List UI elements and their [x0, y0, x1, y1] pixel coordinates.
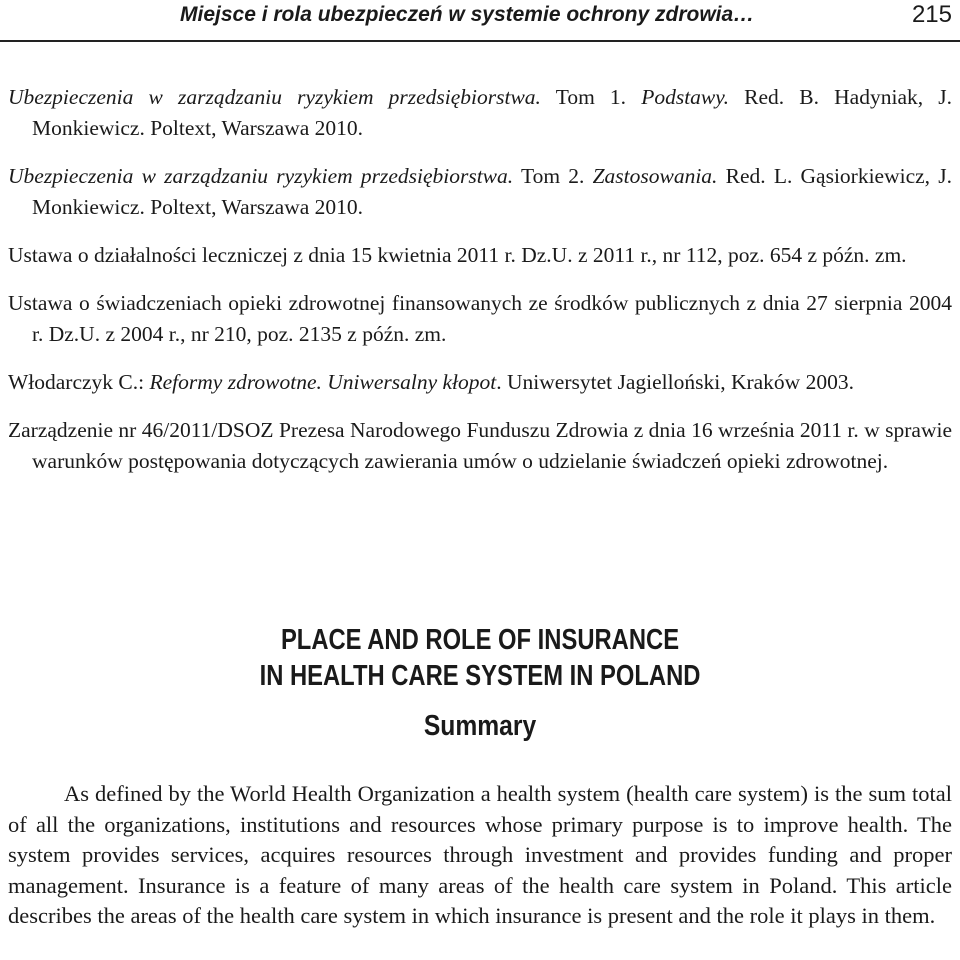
bibliography-entry-text: Ustawa o działalności leczniczej z dnia 15 kwietnia 2011 r. Dz.U. z 2011 r., nr 112, poz. 654 z późn. zm.: [8, 243, 907, 267]
bibliography-entry-text: Zarządzenie nr 46/2011/DSOZ Prezesa Narodowego Funduszu Zdrowia z dnia 16 września 2011 r. w sprawie warunków postępowania dotyczących zawierania umów o udzielanie świadczeń opieki zdrowotnej.: [8, 418, 952, 473]
bibliography-entry-italic-text: Zastosowania.: [592, 164, 718, 188]
bibliography-entry-italic-text: Ubezpieczenia w zarządzaniu ryzykiem przedsiębiorstwa.: [8, 164, 514, 188]
bibliography-list: [8, 82, 952, 494]
bibliography-entry-text: Ustawa o świadczeniach opieki zdrowotnej finansowanych ze środków publicznych z dnia 27 sierpnia 2004 r. Dz.U. z 2004 r., nr 210, poz. 2135 z późn. zm.: [8, 291, 952, 346]
english-title-line-1: PLACE AND ROLE OF INSURANCE: [280, 624, 680, 656]
bibliography-entry: [8, 415, 952, 477]
bibliography-entry: [8, 288, 952, 350]
page-number: 215: [911, 1, 952, 28]
bibliography-entry: [8, 82, 952, 144]
english-title-line-2: IN HEALTH CARE SYSTEM IN POLAND: [259, 660, 701, 692]
bibliography-entry-text: Włodarczyk C.:: [8, 370, 150, 394]
summary-heading: Summary: [423, 710, 537, 742]
bibliography-entry: [8, 161, 952, 223]
bibliography-entry-text: Tom 2.: [513, 164, 593, 188]
running-header-title: Miejsce i rola ubezpieczeń w systemie ochrony zdrowia…: [180, 3, 755, 26]
bibliography-entry-text: Red. B. Hadyniak, J. Monkiewicz. Poltext, Warszawa 2010.: [32, 85, 952, 140]
bibliography-entry-text: . Uniwersytet Jagielloński, Kraków 2003.: [496, 370, 854, 394]
bibliography-entry: [8, 367, 952, 398]
bibliography-entry-italic-text: Podstawy.: [641, 85, 729, 109]
bibliography-entry: [8, 240, 952, 271]
bibliography-entry-text: Red. L. Gąsiorkiewicz, J. Monkiewicz. Poltext, Warszawa 2010.: [32, 164, 952, 219]
summary-paragraph: As defined by the World Health Organization a health system (health care system) is the sum total of all the organizations, institutions and resources whose primary purpose is to improve health. The system provides services, acquires resources through investment and provides funding and proper management. Insurance is a feature of many areas of the health care system in Poland. This article describes the areas of the health care system in which insurance is present and the role it plays in them.: [8, 781, 952, 928]
bibliography-entry-text: Tom 1.: [540, 85, 642, 109]
header-rule: [0, 40, 960, 42]
running-header: [0, 0, 960, 42]
bibliography-entry-italic-text: Ubezpieczenia w zarządzaniu ryzykiem przedsiębiorstwa.: [8, 85, 541, 109]
english-title: [86, 622, 873, 694]
bibliography-entry-italic-text: Reformy zdrowotne. Uniwersalny kłopot: [149, 370, 497, 394]
